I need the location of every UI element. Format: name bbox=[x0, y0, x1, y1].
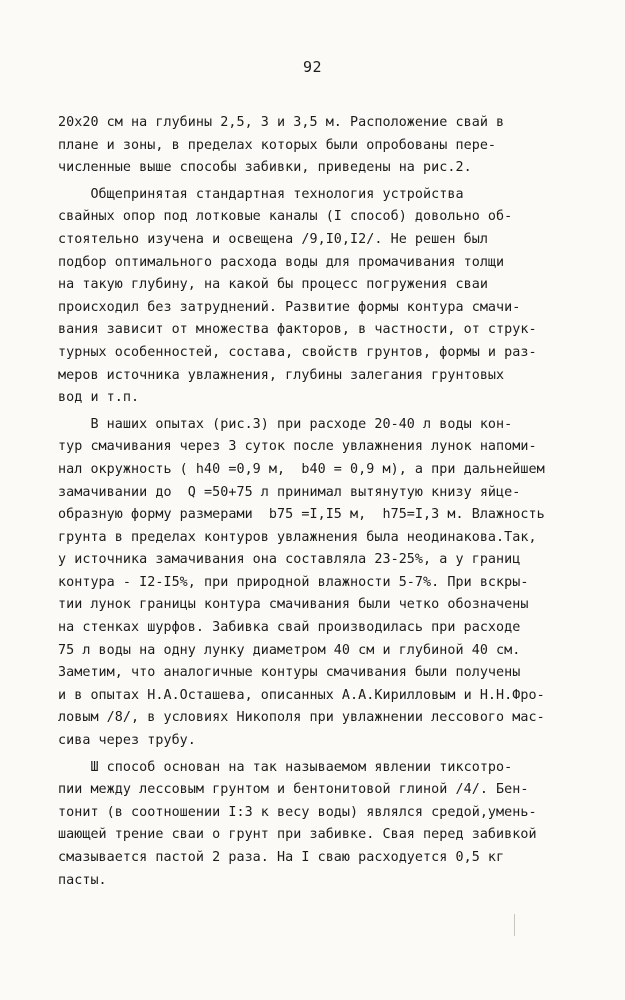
text-line: 75 л воды на одну лунку диаметром 40 см и глубиной 40 см. bbox=[58, 642, 521, 658]
text-line: вод и т.п. bbox=[58, 390, 140, 406]
text-line: шающей трение сваи о грунт при забивке. Свая перед забивкой bbox=[58, 827, 537, 843]
paragraph bbox=[58, 112, 578, 180]
text-line: на стенках шурфов. Забивка свай производилась при расходе bbox=[58, 620, 521, 636]
text-line: Общепринятая стандартная технология устройства bbox=[58, 186, 464, 202]
text-line: у источника замачивания она составляла 23-25%, а у границ bbox=[58, 552, 521, 568]
text-line: подбор оптимального расхода воды для промачивания толщи bbox=[58, 254, 505, 270]
text-line: пии между лессовым грунтом и бентонитовой глиной /4/. Бен- bbox=[58, 782, 529, 798]
text-line: пасты. bbox=[58, 872, 107, 888]
text-line: стоятельно изучена и освещена /9,I0,I2/. Не решен был bbox=[58, 231, 488, 247]
text-line: тии лунок границы контура смачивания были четко обозначены bbox=[58, 597, 529, 613]
text-line: плане и зоны, в пределах которых были опробованы пере- bbox=[58, 137, 497, 153]
text-line: нал окружность ( h40 =0,9 м, b40 = 0,9 м), а при дальнейшем bbox=[58, 461, 545, 477]
text-line: происходил без затруднений. Развитие формы контура смачи- bbox=[58, 299, 521, 315]
text-line: турных особенностей, состава, свойств грунтов, формы и раз- bbox=[58, 344, 537, 360]
text-line: вания зависит от множества факторов, в частности, от струк- bbox=[58, 322, 537, 338]
text-line: В наших опытах (рис.3) при расходе 20-40 л воды кон- bbox=[58, 416, 513, 432]
paragraph bbox=[58, 757, 578, 893]
text-line: сива через трубу. bbox=[58, 733, 196, 749]
text-line: меров источника увлажнения, глубины залегания грунтовых bbox=[58, 367, 505, 383]
body-text bbox=[58, 112, 578, 892]
text-line: ловым /8/, в условиях Никополя при увлажнении лессового мас- bbox=[58, 710, 545, 726]
text-line: свайных опор под лотковые каналы (I способ) довольно об- bbox=[58, 209, 513, 225]
text-line: на такую глубину, на какой бы процесс погружения сваи bbox=[58, 277, 488, 293]
text-line: образную форму размерами b75 =I,I5 м, h75=I,3 м. Влажность bbox=[58, 507, 545, 523]
text-line: тонит (в соотношении I:3 к весу воды) являлся средой,умень- bbox=[58, 804, 537, 820]
paragraph bbox=[58, 414, 578, 753]
text-line: численные выше способы забивки, приведены на рис.2. bbox=[58, 160, 472, 176]
page-number: 92 bbox=[302, 58, 323, 76]
text-line: контура - I2-I5%, при природной влажности 5-7%. При вскры- bbox=[58, 574, 529, 590]
text-line: Заметим, что аналогичные контуры смачивания были получены bbox=[58, 665, 521, 681]
scan-artifact bbox=[514, 914, 515, 936]
paragraph bbox=[58, 184, 578, 410]
text-line: грунта в пределах контуров увлажнения была неодинакова.Так, bbox=[58, 529, 537, 545]
text-line: тур смачивания через 3 суток после увлажнения лунок напоми- bbox=[58, 439, 537, 455]
text-line: Ш способ основан на так называемом явлении тиксотро- bbox=[58, 759, 513, 775]
text-line: замачивании до Q =50+75 л принимал вытянутую книзу яйце- bbox=[58, 484, 521, 500]
text-line: и в опытах Н.А.Осташева, описанных А.А.Кирилловым и Н.Н.Фро- bbox=[58, 687, 545, 703]
text-line: 20х20 см на глубины 2,5, 3 и 3,5 м. Расположение свай в bbox=[58, 115, 505, 130]
text-line: смазывается пастой 2 раза. На I сваю расходуется 0,5 кг bbox=[58, 850, 505, 865]
